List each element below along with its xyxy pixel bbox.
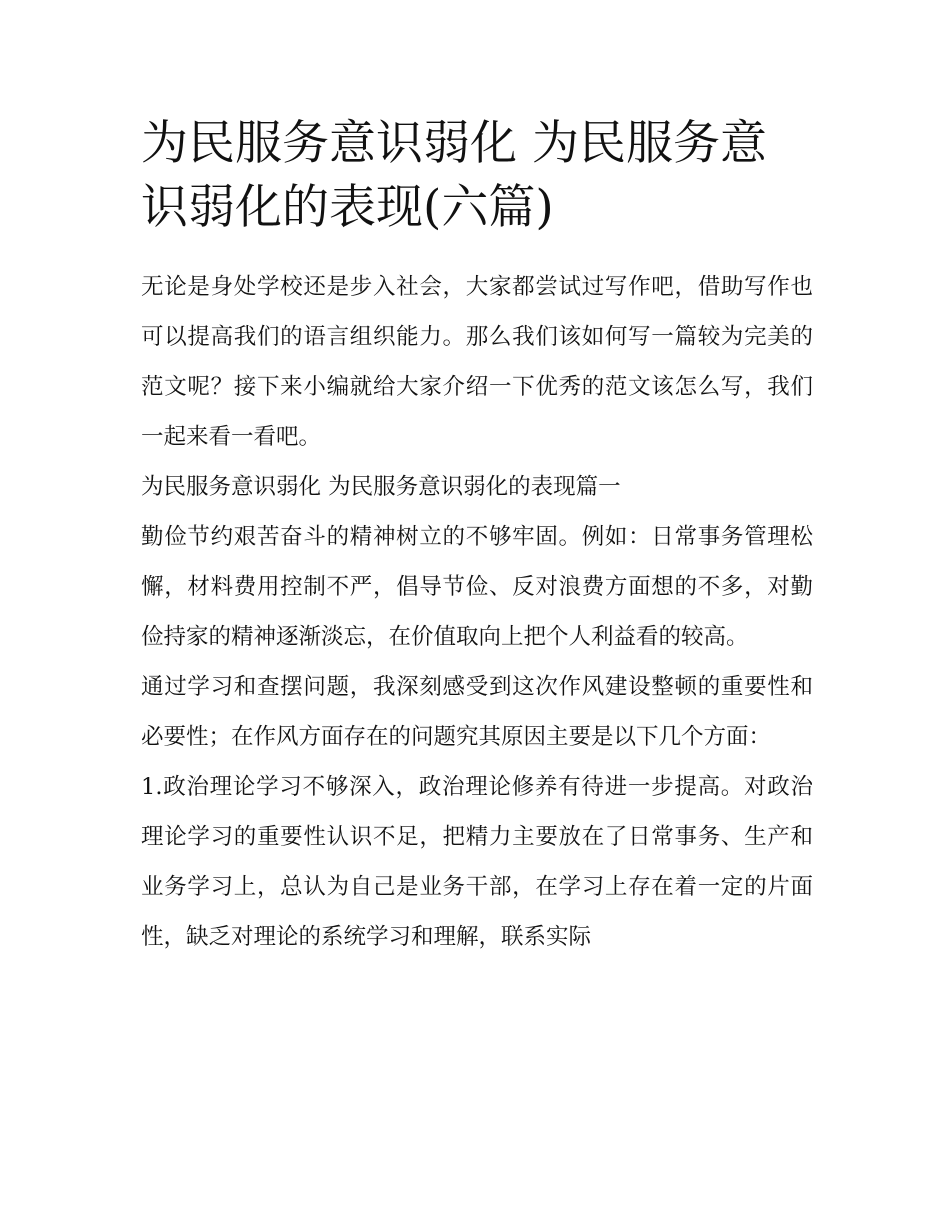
list-item-paragraph: 1.政治理论学习不够深入，政治理论修养有待进一步提高。对政治理论学习的重要性认识不足，把精力主要放在了日常事务、生产和业务学习上，总认为自己是业务干部，在学习上存在着一定的片面性，缺乏对理论的系统学习和理解，联系实际 xyxy=(141,774,813,950)
body-paragraph: 勤俭节约艰苦奋斗的精神树立的不够牢固。例如：日常事务管理松懈，材料费用控制不严，倡导节俭、反对浪费方面想的不多，对勤俭持家的精神逐渐淡忘，在价值取向上把个人利益看的较高。 xyxy=(141,524,813,650)
document-page xyxy=(141,112,813,962)
intro-paragraph: 无论是身处学校还是步入社会，大家都尝试过写作吧，借助写作也可以提高我们的语言组织能力。那么我们该如何写一篇较为完美的范文呢？接下来小编就给大家介绍一下优秀的范文该怎么写，我们一起来看一看吧。 xyxy=(141,274,813,450)
document-body xyxy=(141,262,813,962)
body-paragraph: 通过学习和查摆问题，我深刻感受到这次作风建设整顿的重要性和必要性；在作风方面存在的问题究其原因主要是以下几个方面： xyxy=(141,674,813,750)
document-title: 为民服务意识弱化 为民服务意识弱化的表现(六篇) xyxy=(141,116,767,235)
section-heading: 为民服务意识弱化 为民服务意识弱化的表现篇一 xyxy=(141,474,621,500)
